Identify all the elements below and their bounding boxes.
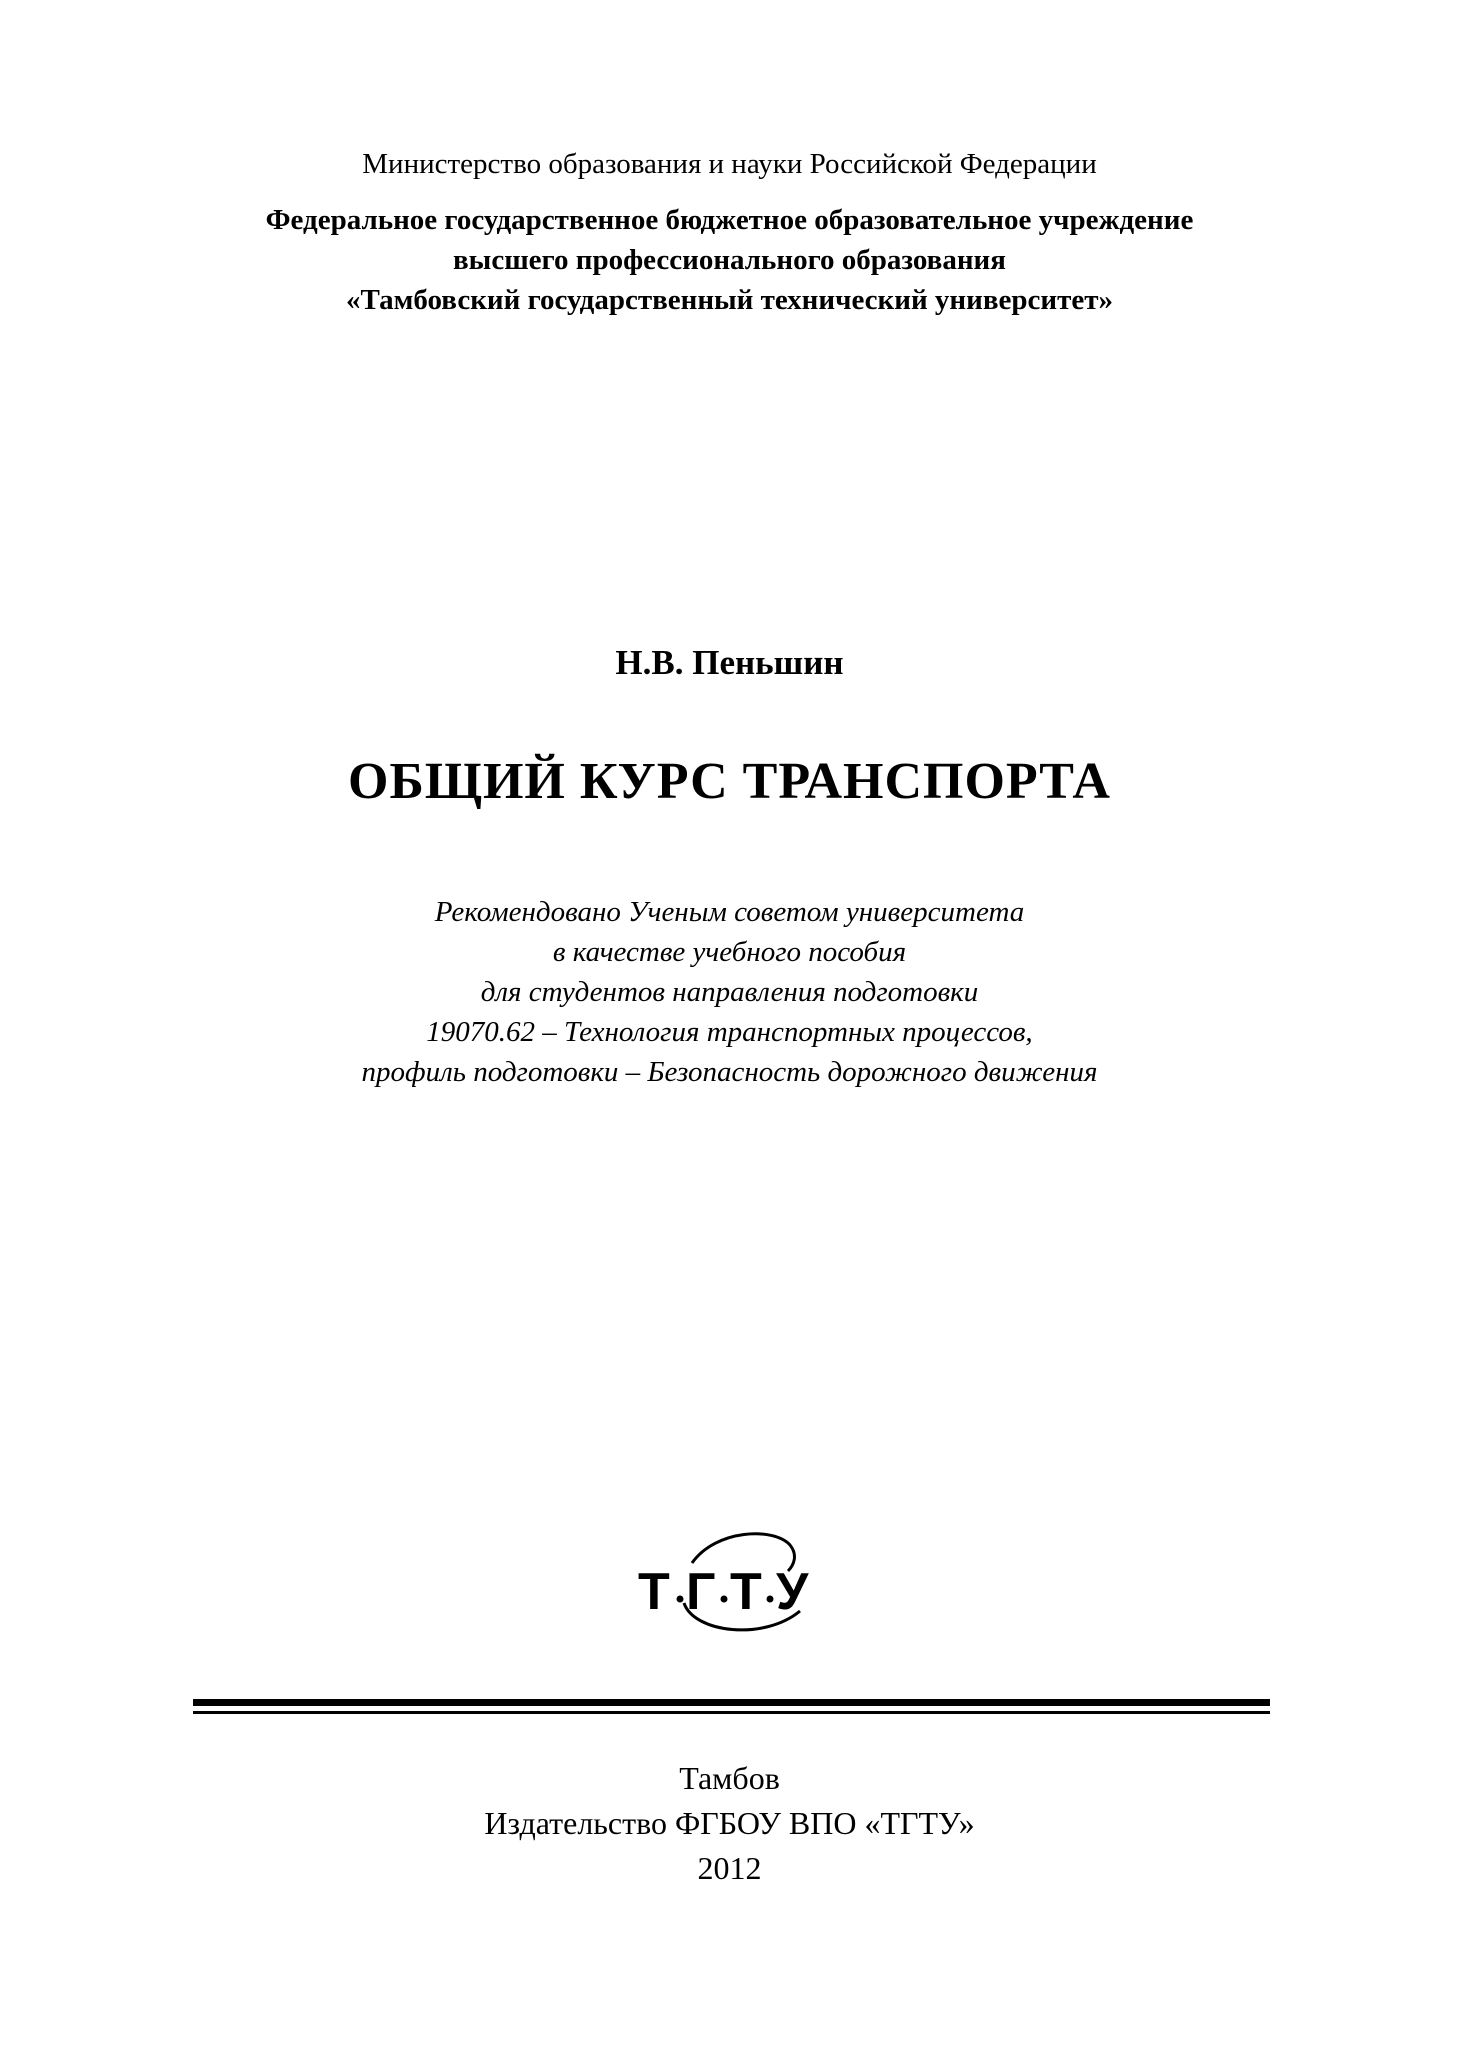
svg-text:Г: Г — [686, 1563, 716, 1621]
recommendation-line-4: 19070.62 – Технология транспортных процессов, — [426, 1016, 1033, 1048]
organization-line-2: высшего профессионального образования — [453, 244, 1006, 276]
recommendation-line-3: для студентов направления подготовки — [480, 976, 979, 1008]
tgtu-logo-icon — [624, 1525, 834, 1645]
book-title: ОБЩИЙ КУРС ТРАНСПОРТА — [348, 753, 1111, 810]
author-name: Н.В. Пеньшин — [615, 643, 844, 682]
recommendation-line-2: в качестве учебного пособия — [552, 936, 907, 968]
svg-text:У: У — [776, 1563, 809, 1621]
divider-thick — [193, 1699, 1270, 1706]
imprint-publisher: Издательство ФГБОУ ВПО «ТГТУ» — [484, 1805, 975, 1841]
recommendation-line-5: профиль подготовки – Безопасность дорожного движения — [361, 1056, 1098, 1088]
divider-thin — [193, 1711, 1270, 1714]
imprint-year: 2012 — [697, 1850, 762, 1886]
svg-text:Т: Т — [730, 1563, 762, 1621]
svg-text:Т: Т — [638, 1563, 670, 1621]
recommendation-line-1: Рекомендовано Ученым советом университета — [434, 896, 1025, 928]
organization-line-3: «Тамбовский государственный технический университет» — [346, 284, 1113, 316]
imprint-city: Тамбов — [679, 1760, 780, 1796]
ministry-line: Министерство образования и науки Российской Федерации — [362, 148, 1097, 180]
organization-line-1: Федеральное государственное бюджетное образовательное учреждение — [265, 204, 1194, 236]
